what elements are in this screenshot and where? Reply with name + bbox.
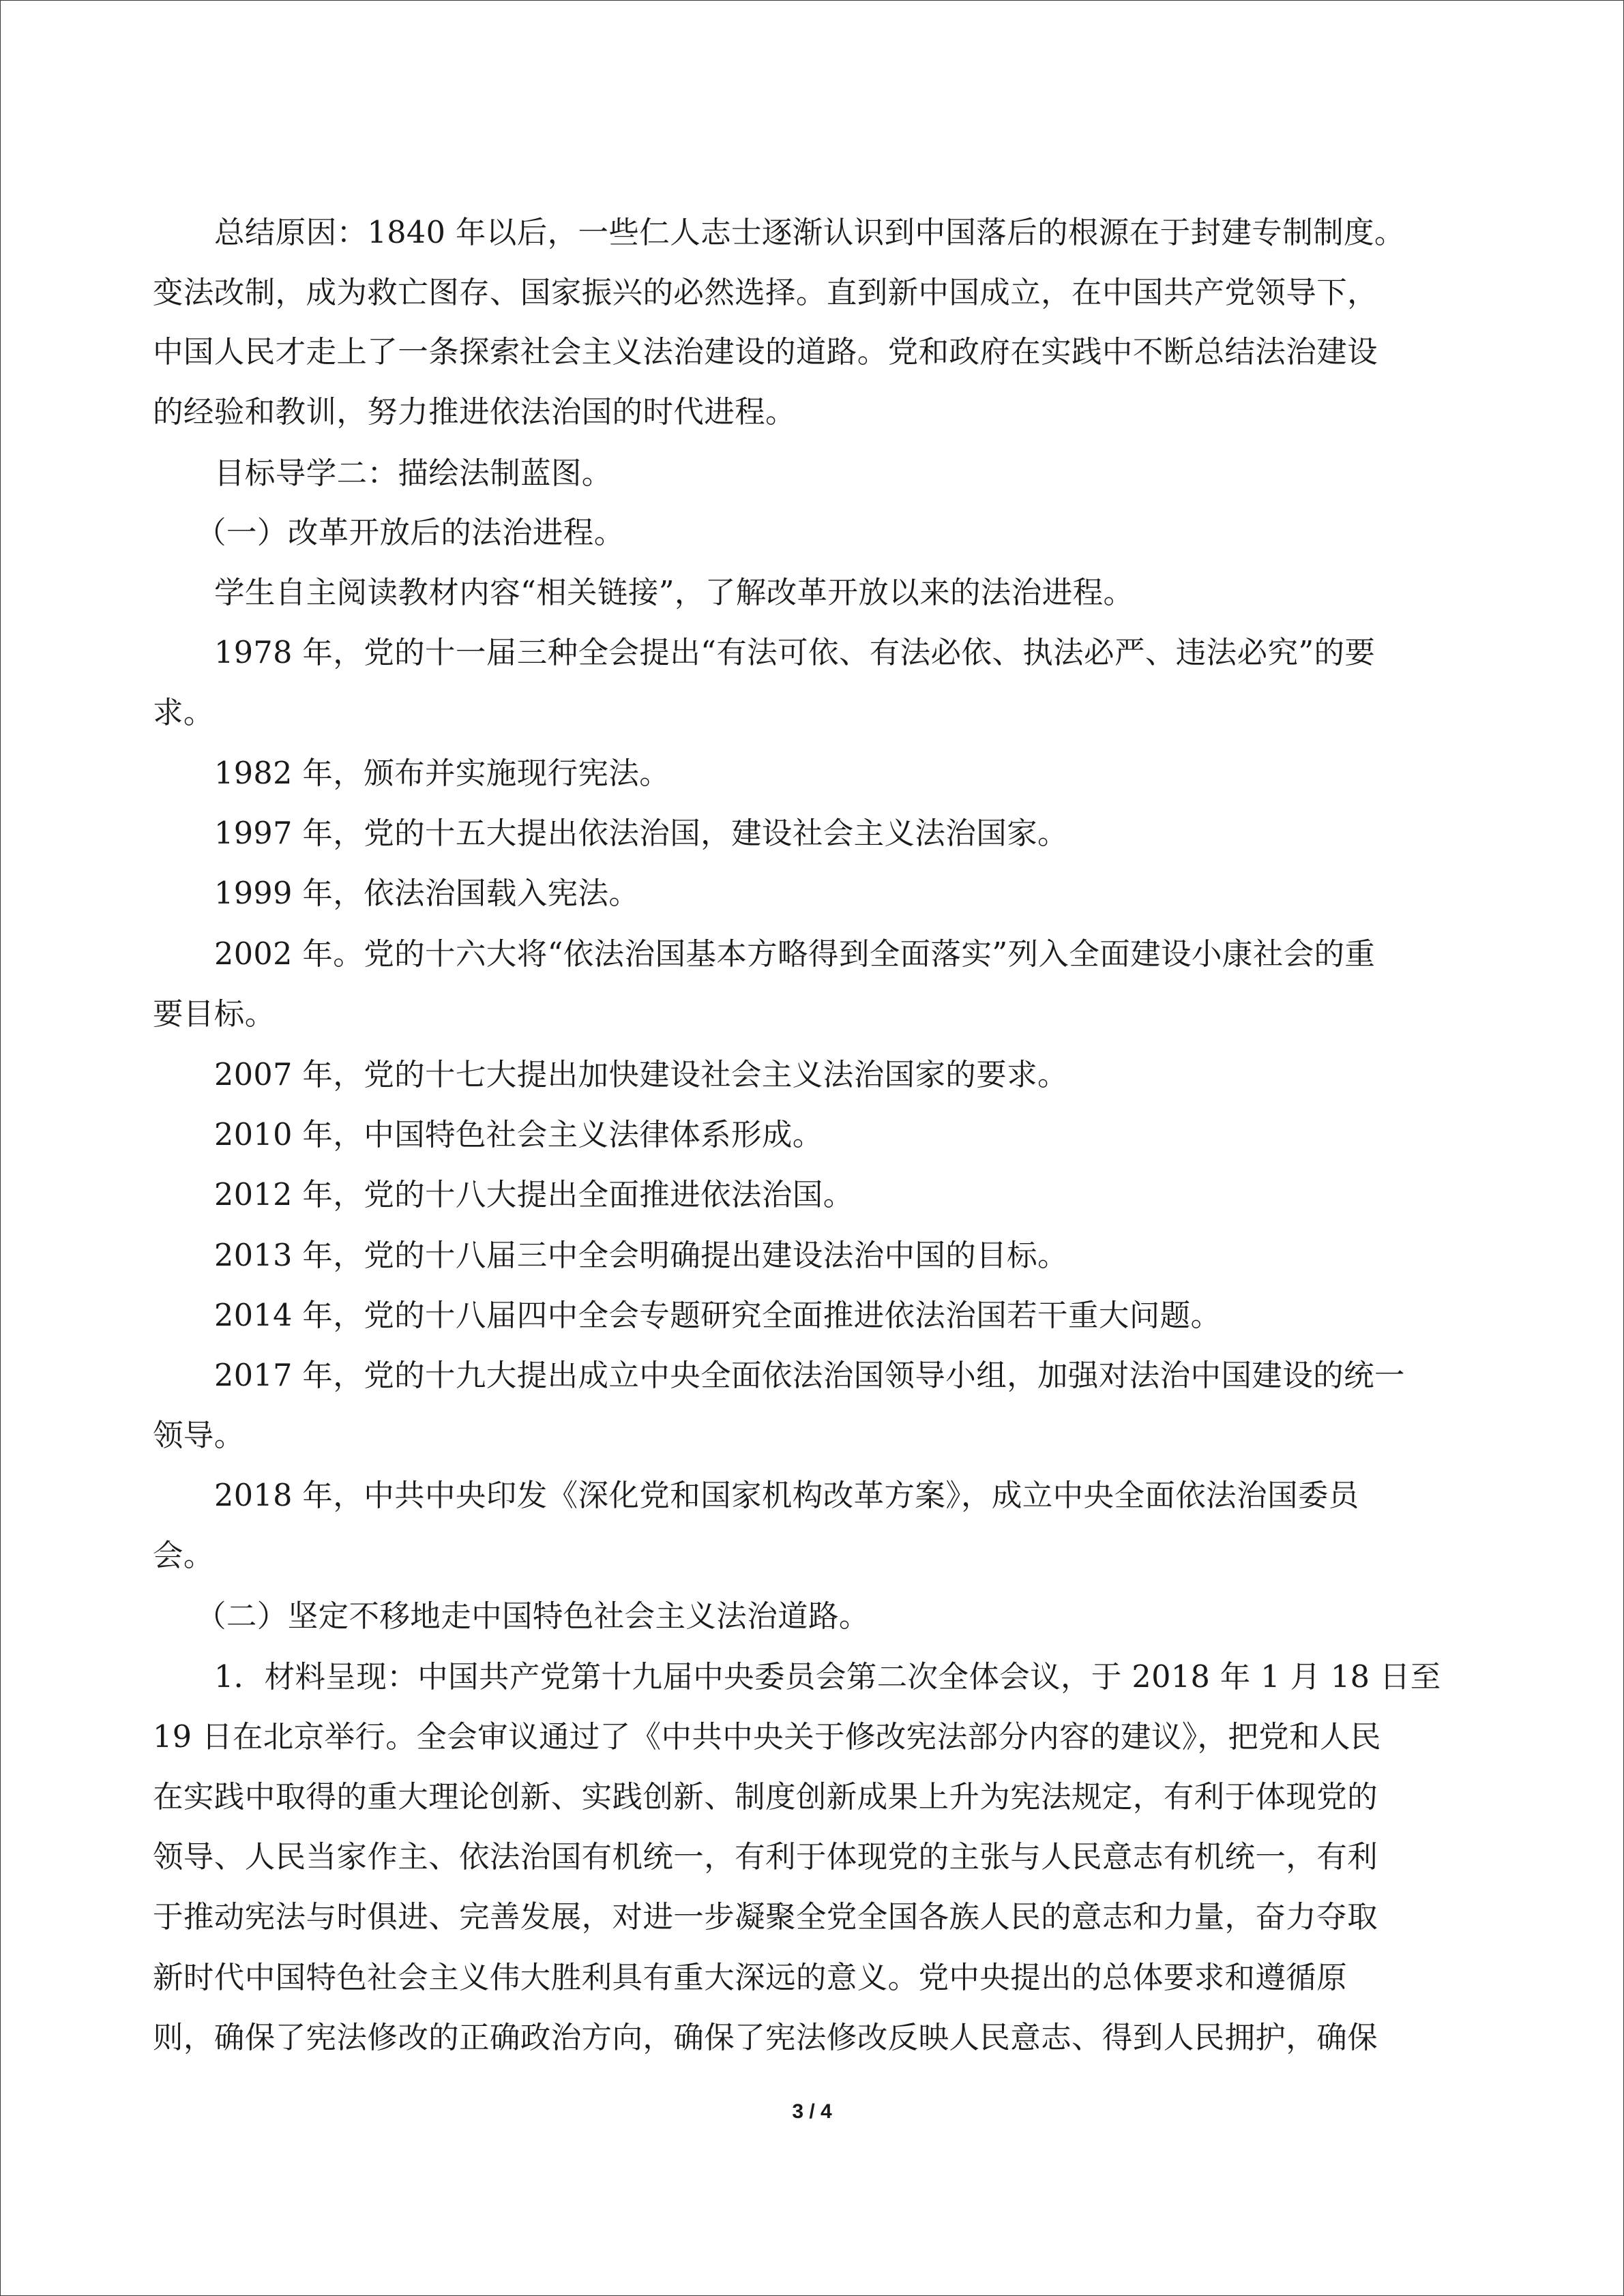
timeline-entry-continuation: 会。 [153, 1538, 214, 1573]
paragraph-line: 于推动宪法与时俱进、完善发展，对进一步凝聚全党全国各族人民的意志和力量，奋力夺取 [153, 1900, 1378, 1935]
timeline-entry: 1978 年，党的十一届三种全会提出“有法可依、有法必依、执法必严、违法必究”的要 [214, 636, 1376, 670]
paragraph-line: 变法改制，成为救亡图存、国家振兴的必然选择。直到新中国成立，在中国共产党领导下， [153, 275, 1378, 310]
timeline-entry-continuation: 领导。 [153, 1418, 245, 1453]
timeline-entry: 2013 年，党的十八届三中全会明确提出建设法治中国的目标。 [214, 1238, 1068, 1273]
timeline-entry: 2010 年，中国特色社会主义法律体系形成。 [214, 1118, 823, 1152]
timeline-entry: 1999 年，依法治国载入宪法。 [214, 876, 640, 911]
paragraph-line: 在实践中取得的重大理论创新、实践创新、制度创新成果上升为宪法规定，有利于体现党的 [153, 1780, 1378, 1815]
paragraph-line: 中国人民才走上了一条探索社会主义法治建设的道路。党和政府在实践中不断总结法治建设 [153, 335, 1378, 370]
paragraph-line: 领导、人民当家作主、依法治国有机统一，有利于体现党的主张与人民意志有机统一，有利 [153, 1840, 1378, 1875]
timeline-entry: 2002 年。党的十六大将“依法治国基本方略得到全面落实”列入全面建设小康社会的重 [214, 937, 1376, 972]
paragraph-line: 19 日在北京举行。全会审议通过了《中共中央关于修改宪法部分内容的建议》，把党和人民 [153, 1720, 1381, 1755]
timeline-entry-continuation: 要目标。 [153, 997, 276, 1032]
timeline-entry: 1997 年，党的十五大提出依法治国，建设社会主义法治国家。 [214, 816, 1068, 851]
timeline-entry: 2017 年，党的十九大提出成立中央全面依法治国领导小组，加强对法治中国建设的统一 [214, 1358, 1405, 1393]
timeline-entry: 2018 年，中共中央印发《深化党和国家机构改革方案》，成立中央全面依法治国委员 [214, 1478, 1359, 1513]
paragraph-line: 则，确保了宪法修改的正确政治方向，确保了宪法修改反映人民意志、得到人民拥护，确保 [153, 2021, 1378, 2055]
paragraph-line: 新时代中国特色社会主义伟大胜利具有重大深远的意义。党中央提出的总体要求和遵循原 [153, 1960, 1348, 1995]
timeline-entry: 2007 年，党的十七大提出加快建设社会主义法治国家的要求。 [214, 1058, 1068, 1092]
section-heading: 目标导学二：描绘法制蓝图。 [214, 456, 612, 491]
timeline-entry: 1982 年，颁布并实施现行宪法。 [214, 756, 670, 791]
paragraph-line: 的经验和教训，努力推进依法治国的时代进程。 [153, 395, 796, 430]
paragraph-line: 学生自主阅读教材内容“相关链接”，了解改革开放以来的法治进程。 [214, 576, 1134, 610]
timeline-entry-continuation: 求。 [153, 696, 214, 730]
subsection-heading: （一）改革开放后的法治进程。 [196, 516, 625, 550]
page-number: 3 / 4 [792, 2100, 832, 2123]
paragraph-line: 总结原因：1840 年以后，一些仁人志士逐渐认识到中国落后的根源在于封建专制制度。 [214, 215, 1405, 250]
paragraph-line: 1．材料呈现：中国共产党第十九届中央委员会第二次全体会议，于 2018 年 1 月 18 日至 [214, 1660, 1441, 1695]
subsection-heading: （二）坚定不移地走中国特色社会主义法治道路。 [196, 1599, 870, 1634]
timeline-entry: 2014 年，党的十八届四中全会专题研究全面推进依法治国若干重大问题。 [214, 1298, 1222, 1333]
timeline-entry: 2012 年，党的十八大提出全面推进依法治国。 [214, 1178, 854, 1212]
